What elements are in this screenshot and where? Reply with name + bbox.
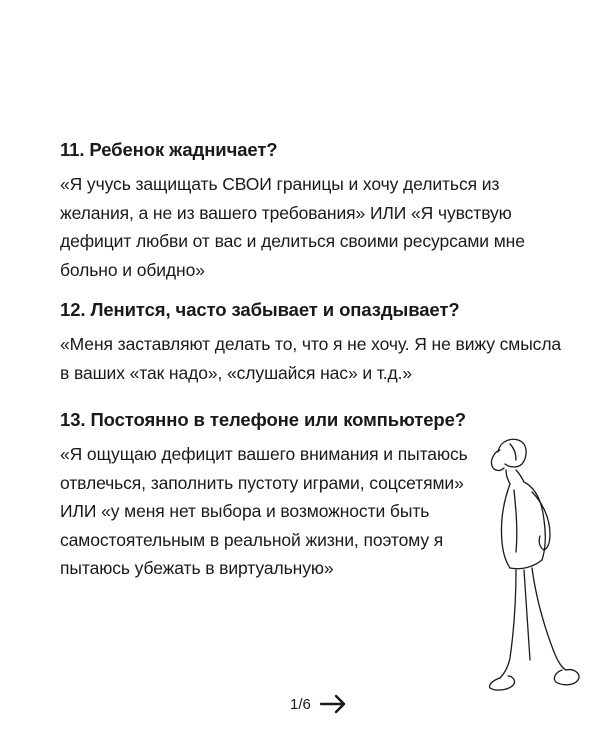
section-heading: 12. Ленится, часто забывает и опаздывает? (60, 299, 460, 320)
section-heading: 13. Постоянно в телефоне или компьютере? (60, 409, 466, 430)
section-11 (60, 138, 570, 284)
walking-person-line-art-icon (470, 430, 585, 695)
section-heading: 11. Ребенок жадничает? (60, 139, 278, 160)
page-indicator: 1/6 (290, 695, 311, 713)
section-text: «Меня заставляют делать то, что я не хочу. Я не вижу смысла в ваших «так надо», «слушайся нас» и т.д.» (60, 334, 562, 383)
arrow-right-icon[interactable] (319, 694, 347, 714)
section-text: «Я учусь защищать СВОИ границы и хочу делиться из желания, а не из вашего требования» ИЛИ «Я чувствую дефицит любви от вас и делиться своими ресурсами мне больно и обидно» (60, 174, 525, 280)
section-12 (60, 298, 570, 387)
section-text: «Я ощущаю дефицит вашего внимания и пытаюсь отвлечься, заполнить пустоту играми, соцсетями» ИЛИ «у меня нет выбора и возможности быть самостоятельным в реальной жизни, поэтому я пытаюсь убежать в виртуальную» (60, 444, 468, 578)
pager (290, 692, 347, 716)
